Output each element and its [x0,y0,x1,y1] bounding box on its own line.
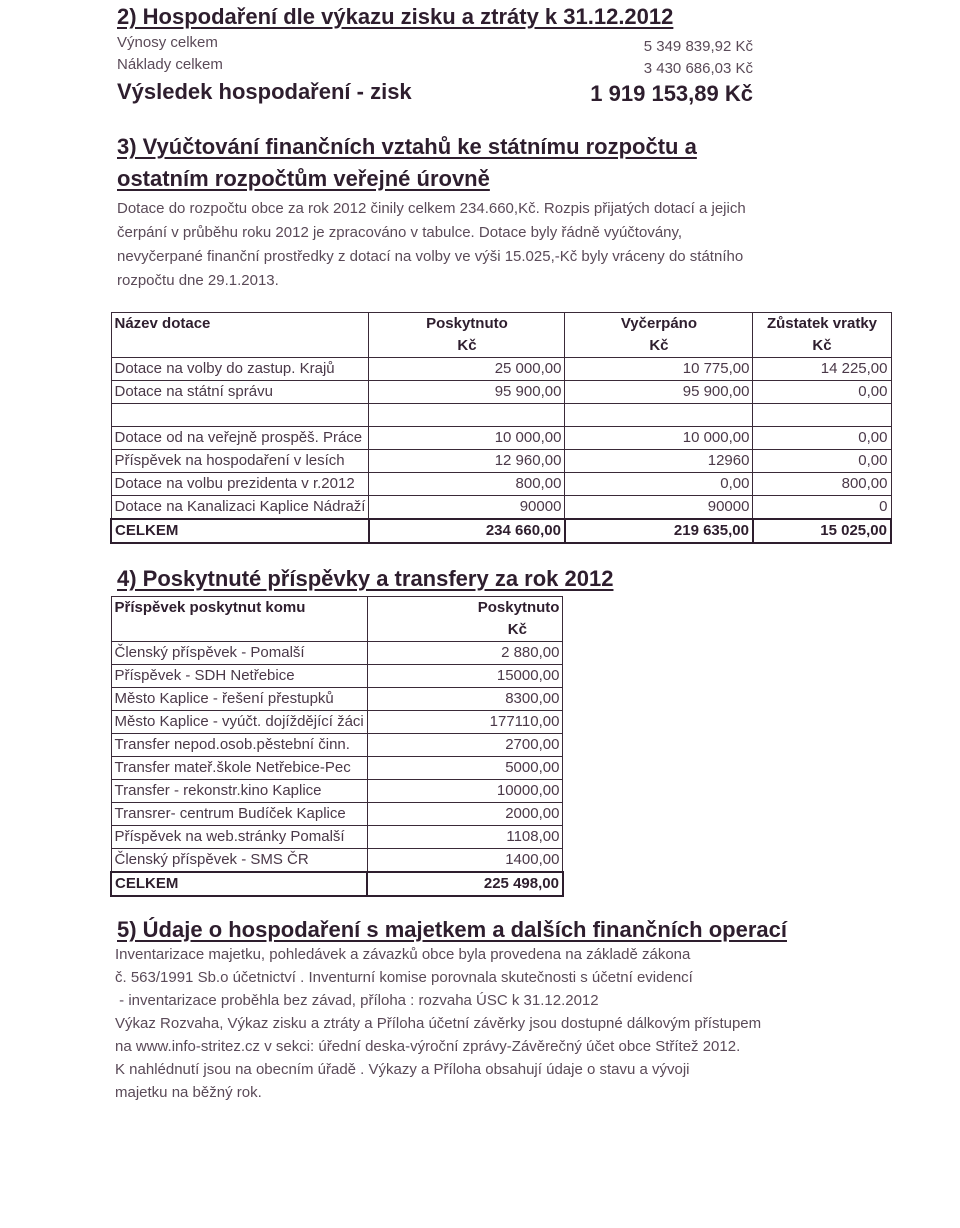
table-cell: Příspěvek na hospodaření v lesích [111,450,369,473]
contributions-table [110,596,564,897]
table-cell: 12960 [565,450,753,473]
table-cell: Dotace od na veřejně prospěš. Práce [111,427,369,450]
table-cell: 177110,00 [367,711,563,734]
table-cell: Dotace na volbu prezidenta v r.2012 [111,473,369,496]
income-value: 5 349 839,92 Kč [643,38,753,55]
table-total-row [111,519,891,543]
table-cell: 0,00 [565,473,753,496]
result-label: Výsledek hospodaření - zisk [117,79,412,104]
section-5-heading: 5) Údaje o hospodaření s majetkem a dalších finančních operací [117,917,787,942]
table-cell: 95 900,00 [369,381,565,404]
section-3-paragraph [117,197,746,293]
table-cell: CELKEM [111,872,367,896]
table-cell: 15000,00 [367,665,563,688]
table-cell: 8300,00 [367,688,563,711]
table-row [111,642,563,665]
column-header: Název dotace [111,313,369,358]
table-row [111,381,891,404]
table-cell: 800,00 [753,473,891,496]
paragraph-line: nevyčerpané finanční prostředky z dotací na volby ve výši 15.025,-Kč byly vráceny do státního [117,248,744,265]
table-cell: Příspěvek - SDH Netřebice [111,665,367,688]
table-cell: 10000,00 [367,780,563,803]
table-cell: 95 900,00 [565,381,753,404]
table-cell: 10 000,00 [565,427,753,450]
table-cell: 0 [753,496,891,520]
table-cell: Dotace na státní správu [111,381,369,404]
column-header: Poskytnuto Kč [369,313,565,358]
table-cell: Transfer - rekonstr.kino Kaplice [111,780,367,803]
table-row [111,427,891,450]
paragraph-line: - inventarizace proběhla bez závad, příloha : rozvaha ÚSC k 31.12.2012 [115,992,599,1009]
costs-label: Náklady celkem [117,56,223,73]
table-row [111,473,891,496]
paragraph-line: čerpání v průběhu roku 2012 je zpracováno v tabulce. Dotace byly řádně vyúčtovány, [117,224,683,241]
table-cell: 0,00 [753,381,891,404]
table-cell: Transfer nepod.osob.pěstební činn. [111,734,367,757]
table-cell: Transrer- centrum Budíček Kaplice [111,803,367,826]
table-cell: 14 225,00 [753,358,891,381]
table-cell: 0,00 [753,450,891,473]
table-cell: 225 498,00 [367,872,563,896]
table-row [111,780,563,803]
table-row [111,450,891,473]
income-label: Výnosy celkem [117,34,218,51]
table-total-row [111,872,563,896]
table-row [111,688,563,711]
table-row [111,849,563,873]
table-cell: 90000 [565,496,753,520]
table-cell [369,404,565,427]
table-row [111,358,891,381]
paragraph-line: rozpočtu dne 29.1.2013. [117,272,279,289]
table-cell: Příspěvek na web.stránky Pomalší [111,826,367,849]
section-5-paragraph [115,943,761,1104]
table-cell: 5000,00 [367,757,563,780]
paragraph-line: K nahlédnutí jsou na obecním úřadě . Výkazy a Příloha obsahují údaje o stavu a vývoji [115,1061,690,1078]
table-cell: 10 000,00 [369,427,565,450]
table-header-row [111,597,563,642]
table-cell: 1108,00 [367,826,563,849]
table-cell: 12 960,00 [369,450,565,473]
table-cell: CELKEM [111,519,369,543]
table-cell [111,404,369,427]
table-cell: Transfer mateř.škole Netřebice-Pec [111,757,367,780]
table-row [111,826,563,849]
table-cell: 1400,00 [367,849,563,873]
subsidies-table [110,312,892,544]
table-cell: Město Kaplice - vyúčt. dojíždějící žáci [111,711,367,734]
column-header: Příspěvek poskytnut komu [111,597,367,642]
table-cell [753,404,891,427]
table-cell: 219 635,00 [565,519,753,543]
paragraph-line: Inventarizace majetku, pohledávek a závazků obce byla provedena na základě zákona [115,946,691,963]
paragraph-line: majetku na běžný rok. [115,1084,262,1101]
table-cell: 234 660,00 [369,519,565,543]
column-header: Vyčerpáno Kč [565,313,753,358]
table-row [111,734,563,757]
table-row [111,404,891,427]
table-cell: Město Kaplice - řešení přestupků [111,688,367,711]
table-cell: Dotace na volby do zastup. Krajů [111,358,369,381]
table-cell: 2000,00 [367,803,563,826]
section-3-heading-line2: ostatním rozpočtům veřejné úrovně [117,166,490,191]
table-cell: 25 000,00 [369,358,565,381]
table-cell: 2 880,00 [367,642,563,665]
table-row [111,665,563,688]
table-cell: 2700,00 [367,734,563,757]
costs-value: 3 430 686,03 Kč [643,60,753,77]
table-header-row [111,313,891,358]
table-cell: Členský příspěvek - SMS ČR [111,849,367,873]
result-value: 1 919 153,89 Kč [590,81,753,106]
paragraph-line: č. 563/1991 Sb.o účetnictví . Inventurní komise porovnala skutečnosti s účetní evidencí [115,969,693,986]
table-cell: Členský příspěvek - Pomalší [111,642,367,665]
table-cell: Dotace na Kanalizaci Kaplice Nádraží [111,496,369,520]
column-header: Poskytnuto Kč [367,597,563,642]
table-cell: 90000 [369,496,565,520]
paragraph-line: Výkaz Rozvaha, Výkaz zisku a ztráty a Příloha účetní závěrky jsou dostupné dálkovým přístupem [115,1015,762,1032]
paragraph-line: Dotace do rozpočtu obce za rok 2012 činily celkem 234.660,Kč. Rozpis přijatých dotací a jejich [117,200,746,217]
table-row [111,757,563,780]
table-row [111,496,891,520]
section-4-heading: 4) Poskytnuté příspěvky a transfery za rok 2012 [117,566,614,591]
paragraph-line: na www.info-stritez.cz v sekci: úřední deska-výroční zprávy-Závěrečný účet obce Střítež 2012. [115,1038,741,1055]
table-cell: 15 025,00 [753,519,891,543]
table-row [111,803,563,826]
section-3-heading-line1: 3) Vyúčtování finančních vztahů ke státnímu rozpočtu a [117,134,697,159]
table-cell: 800,00 [369,473,565,496]
table-cell: 10 775,00 [565,358,753,381]
table-row [111,711,563,734]
table-cell: 0,00 [753,427,891,450]
column-header: Zůstatek vratky Kč [753,313,891,358]
section-2-heading: 2) Hospodaření dle výkazu zisku a ztráty k 31.12.2012 [117,4,674,29]
table-cell [565,404,753,427]
